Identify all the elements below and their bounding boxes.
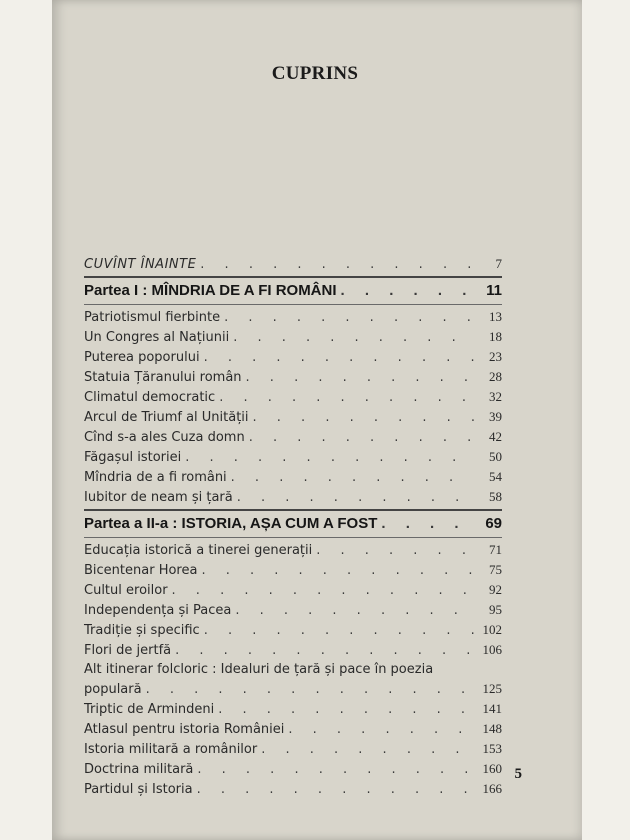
leader-dots	[172, 581, 474, 600]
toc-entry-label: Tradiție și specific	[84, 623, 200, 638]
toc-part-heading-2	[84, 513, 502, 535]
toc-entry-page: 75	[489, 562, 502, 577]
leader-dots	[197, 780, 474, 799]
toc-entry-label: Patriotismul fierbinte	[84, 310, 221, 325]
toc-entry	[84, 447, 502, 467]
toc-entry-foreword	[84, 254, 502, 274]
leader-dots	[185, 448, 474, 467]
toc-entry	[84, 580, 502, 600]
toc-entry-label: Statuia Țăranului român	[84, 370, 242, 385]
toc-entry-label: Puterea poporului	[84, 350, 200, 365]
toc-entry	[84, 660, 502, 699]
toc-entry	[84, 560, 502, 580]
leader-dots	[231, 468, 474, 487]
toc-entry-label: Educația istorică a tinerei generații	[84, 543, 313, 558]
toc-entry	[84, 719, 502, 739]
leader-dots	[288, 720, 474, 739]
leader-dots	[381, 513, 474, 535]
toc-entry-page: 125	[482, 681, 502, 696]
section-divider	[84, 537, 502, 538]
toc-entry	[84, 467, 502, 487]
toc-entry-page: 153	[482, 741, 502, 756]
leader-dots	[224, 308, 474, 327]
section-divider	[84, 304, 502, 305]
toc-entry-continuation	[84, 679, 502, 699]
toc-entry-label: Istoria militară a românilor	[84, 742, 258, 757]
leader-dots	[237, 488, 474, 507]
toc-entry-page: 71	[489, 542, 502, 557]
toc-entry-page: 7	[495, 256, 502, 271]
toc-entry	[84, 347, 502, 367]
leader-dots	[219, 388, 474, 407]
leader-dots	[204, 348, 474, 367]
part-heading-label: Partea I : MÎNDRIA DE A FI ROMÂNI	[84, 282, 337, 299]
toc-entry	[84, 327, 502, 347]
toc-entry-page: 166	[482, 781, 502, 796]
part-heading-label: Partea a II-a : ISTORIA, AȘA CUM A FOST	[84, 515, 378, 532]
toc-entry-label: Bicentenar Horea	[84, 563, 198, 578]
toc-entry	[84, 407, 502, 427]
toc-entry	[84, 307, 502, 327]
toc-entry	[84, 759, 502, 779]
toc-entry-label: Flori de jertfă	[84, 643, 172, 658]
section-divider	[84, 509, 502, 511]
toc-entry	[84, 620, 502, 640]
toc-entry-page: 54	[489, 469, 502, 484]
toc-entry	[84, 540, 502, 560]
toc-entry-page: 92	[489, 582, 502, 597]
toc-entry-label: Cînd s-a ales Cuza domn	[84, 430, 245, 445]
toc-entry-label: Iubitor de neam și țară	[84, 490, 233, 505]
part-heading-page: 69	[485, 515, 502, 532]
toc-entry-label: Cultul eroilor	[84, 583, 168, 598]
leader-dots	[249, 428, 474, 447]
toc-entry-label: Un Congres al Națiunii	[84, 330, 230, 345]
toc-entry	[84, 640, 502, 660]
toc-entry-label: Partidul și Istoria	[84, 782, 193, 797]
toc-entry-label: Doctrina militară	[84, 762, 194, 777]
leader-dots	[253, 408, 474, 427]
toc-entry	[84, 699, 502, 719]
toc-entry	[84, 739, 502, 759]
part2-entries	[84, 540, 502, 799]
toc-entry-label: Triptic de Armindeni	[84, 702, 215, 717]
toc-entry-page: 23	[489, 349, 502, 364]
leader-dots	[261, 740, 474, 759]
toc-entry-page: 32	[489, 389, 502, 404]
toc-entry-page: 58	[489, 489, 502, 504]
toc-entry	[84, 487, 502, 507]
leader-dots	[316, 541, 474, 560]
leader-dots	[235, 601, 474, 620]
page-title: CUPRINS	[271, 63, 359, 84]
toc-entry-label: CUVÎNT ÎNAINTE	[84, 257, 197, 272]
toc-entry	[84, 367, 502, 387]
toc-entry-label-line2: populară	[84, 682, 142, 697]
section-divider	[84, 276, 502, 278]
part1-entries	[84, 307, 502, 507]
toc-entry-label: Climatul democratic	[84, 390, 216, 405]
part-heading-page: 11	[486, 282, 502, 299]
toc-entry-page: 106	[482, 642, 502, 657]
leader-dots	[218, 700, 474, 719]
leader-dots	[146, 680, 474, 699]
toc-entry-page: 39	[489, 409, 502, 424]
toc-entry	[84, 779, 502, 799]
toc-part-heading-1	[84, 280, 502, 302]
toc-entry-page: 28	[489, 369, 502, 384]
toc-entry	[84, 387, 502, 407]
page-number: 5	[514, 766, 522, 782]
toc-entry	[84, 600, 502, 620]
leader-dots	[201, 561, 474, 580]
leader-dots	[204, 621, 474, 640]
leader-dots	[341, 280, 474, 302]
leader-dots	[233, 328, 474, 347]
toc-entry-label: Arcul de Triumf al Unității	[84, 410, 249, 425]
table-of-contents	[84, 254, 502, 799]
toc-entry-page: 13	[489, 309, 502, 324]
toc-entry-label: Mîndria de a fi români	[84, 470, 227, 485]
leader-dots	[175, 641, 474, 660]
toc-entry-label-line1: Alt itinerar folcloric : Idealuri de țară și pace în poezia	[84, 662, 434, 677]
toc-entry-page: 148	[482, 721, 502, 736]
toc-entry-page: 102	[482, 622, 502, 637]
toc-entry-page: 42	[489, 429, 502, 444]
toc-entry-page: 50	[489, 449, 502, 464]
toc-entry-page: 18	[489, 329, 502, 344]
toc-entry-page: 95	[489, 602, 502, 617]
leader-dots	[197, 760, 474, 779]
toc-entry-label: Făgașul istoriei	[84, 450, 182, 465]
leader-dots	[246, 368, 474, 387]
toc-entry-label: Independența și Pacea	[84, 603, 232, 618]
toc-entry-page: 160	[482, 761, 502, 776]
toc-entry-label: Atlasul pentru istoria României	[84, 722, 285, 737]
leader-dots	[200, 255, 474, 274]
toc-entry-page: 141	[482, 701, 502, 716]
toc-entry	[84, 427, 502, 447]
